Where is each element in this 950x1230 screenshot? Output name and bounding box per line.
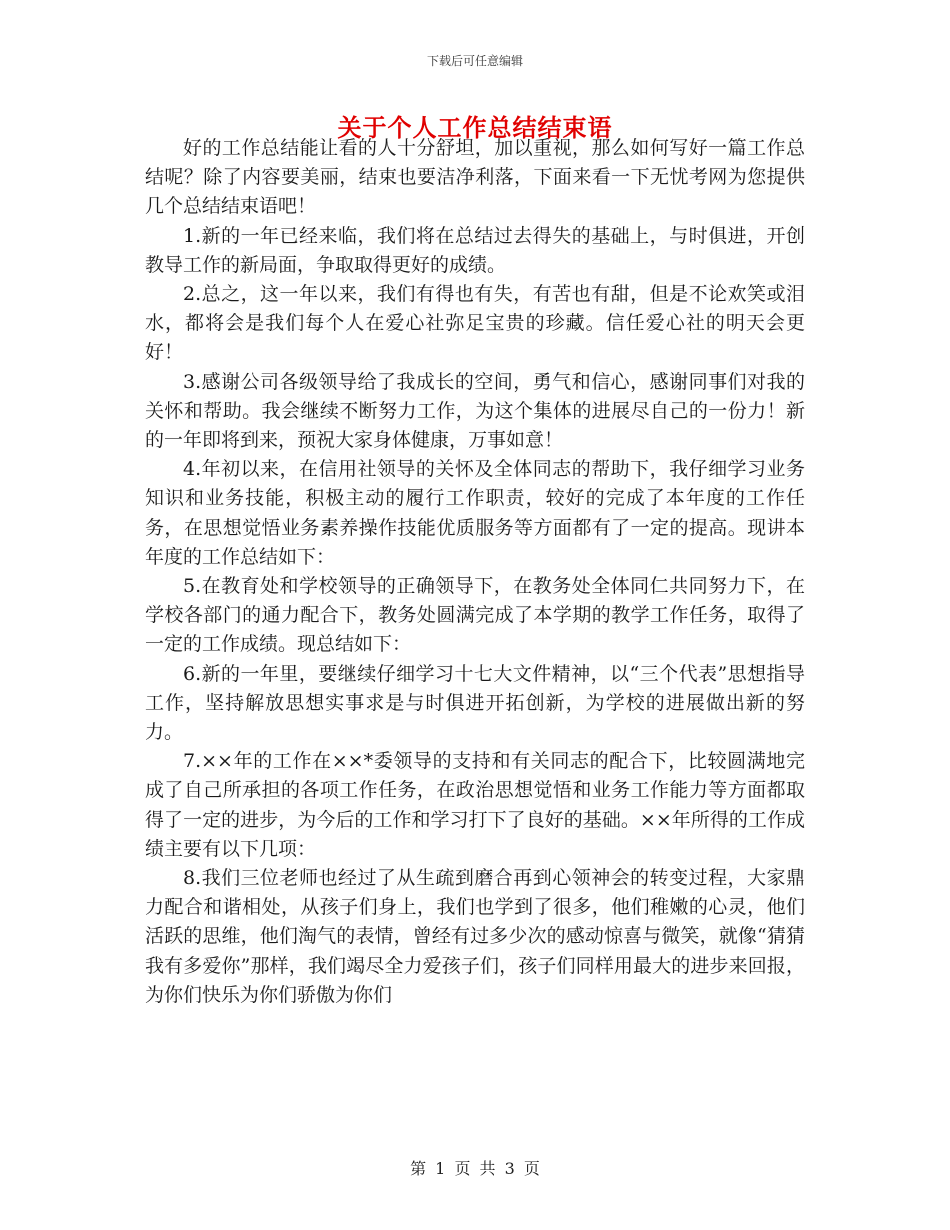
paragraph-item-4: 4.年初以来，在信用社领导的关怀及全体同志的帮助下，我仔细学习业务知识和业务技能，积极主动的履行工作职责，较好的完成了本年度的工作任务，在思想觉悟业务素养操作技能优质服务等方面都有了一定的提高。现讲本年度的工作总结如下： xyxy=(145,458,805,568)
paragraph-item-8: 8.我们三位老师也经过了从生疏到磨合再到心领神会的转变过程，大家鼎力配合和谐相处，从孩子们身上，我们也学到了很多，他们稚嫩的心灵，他们活跃的思维，他们淘气的表情，曾经有过多少次的感动惊喜与微笑，就像“猜猜我有多爱你”那样，我们竭尽全力爱孩子们，孩子们同样用最大的进步来回报，为你们快乐为你们骄傲为你们 xyxy=(145,867,805,1006)
paragraph-item-2: 2.总之，这一年以来，我们有得也有失，有苦也有甜，但是不论欢笑或泪水，都将会是我们每个人在爱心社弥足宝贵的珍藏。信任爱心社的明天会更好！ xyxy=(145,283,805,364)
paragraph-item-6: 6.新的一年里，要继续仔细学习十七大文件精神，以“三个代表”思想指导工作，坚持解放思想实事求是与时俱进开拓创新，为学校的进展做出新的努力。 xyxy=(145,662,805,744)
paragraph-intro: 好的工作总结能让看的人十分舒坦，加以重视，那么如何写好一篇工作总结呢？除了内容要美丽，结束也要洁净利落，下面来看一下无忧考网为您提供几个总结结束语吧！ xyxy=(145,137,805,218)
paragraph-item-5: 5.在教育处和学校领导的正确领导下，在教务处全体同仁共同努力下，在学校各部门的通力配合下，教务处圆满完成了本学期的教学工作任务，取得了一定的工作成绩。现总结如下： xyxy=(145,575,805,656)
paragraph-item-3: 3.感谢公司各级领导给了我成长的空间，勇气和信心，感谢同事们对我的关怀和帮助。我会继续不断努力工作，为这个集体的进展尽自己的一份力！新的一年即将到来，预祝大家身体健康，万事如意！ xyxy=(145,370,805,452)
document-title: 关于个人工作总结结束语 xyxy=(337,113,613,142)
page-number-footer: 第 1 页 共 3 页 xyxy=(410,1159,540,1178)
header-note: 下载后可任意编辑 xyxy=(426,54,523,68)
document-body xyxy=(145,134,805,1010)
paragraph-item-7: 7.××年的工作在××*委领导的支持和有关同志的配合下，比较圆满地完成了自己所承担的各项工作任务，在政治思想觉悟和业务工作能力等方面都取得了一定的进步，为今后的工作和学习打下了良好的基础。××年所得的工作成绩主要有以下几项： xyxy=(145,750,805,860)
paragraph-item-1: 1.新的一年已经来临，我们将在总结过去得失的基础上，与时俱进，开创教导工作的新局面，争取取得更好的成绩。 xyxy=(145,224,805,276)
